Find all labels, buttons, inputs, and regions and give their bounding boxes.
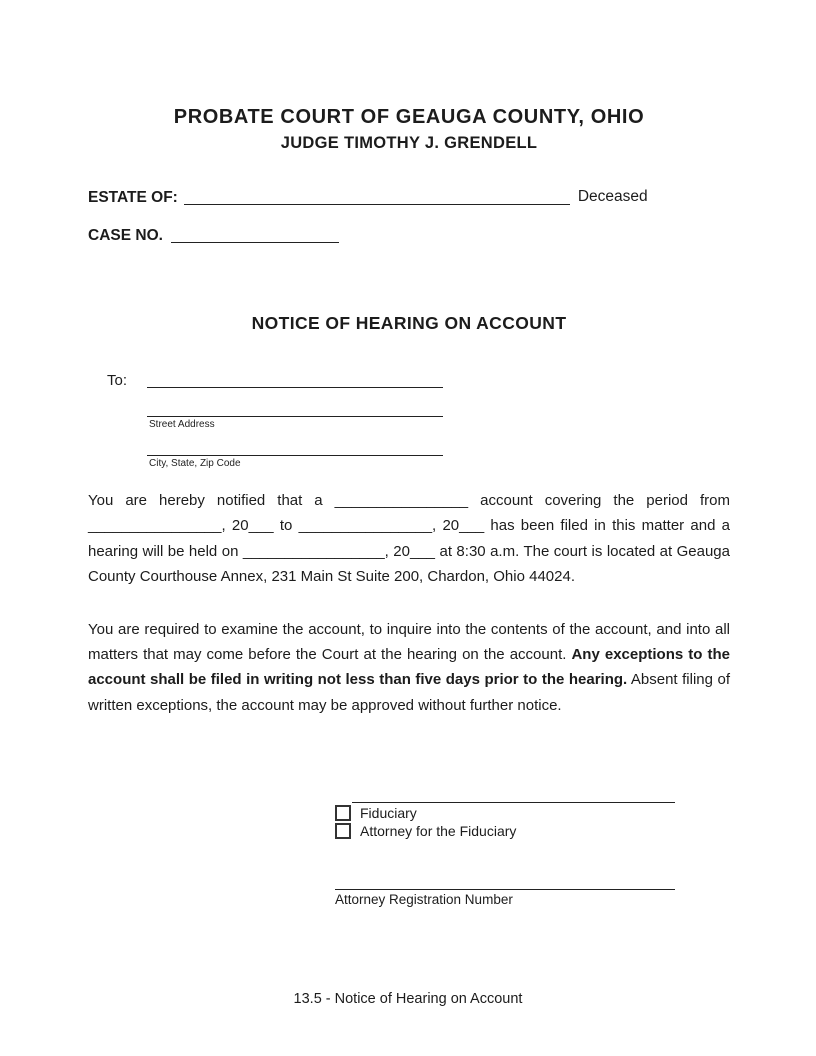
estate-of-row xyxy=(88,188,730,207)
attorney-registration-line[interactable] xyxy=(335,889,675,890)
signature-block xyxy=(335,802,675,907)
street-address-line[interactable] xyxy=(147,388,443,417)
exceptions-paragraph-start: You are required to examine the account, to inquire into the contents of the account, and into all matters that may come before the Court at the hearing on the account. xyxy=(88,620,730,664)
attorney-checkbox[interactable] xyxy=(335,823,351,839)
attorney-check-row xyxy=(335,823,675,839)
recipient-address-lines xyxy=(147,370,443,469)
estate-name-line[interactable] xyxy=(184,188,570,205)
case-no-row xyxy=(88,226,730,245)
attorney-label: Attorney for the Fiduciary xyxy=(360,823,517,840)
recipient-name-line[interactable] xyxy=(147,370,443,388)
judge-name: JUDGE TIMOTHY J. GRENDELL xyxy=(280,134,538,152)
deceased-label: Deceased xyxy=(577,188,648,205)
notice-paragraph: You are hereby notified that a ________________ account covering the period from ________________, 20___ to ________________, 20___ has been filed in this matter and a hearing will be held on _________________, 20___ at 8:30 a.m. The court is located at Geauga County Courthouse Annex, 231 Main St Suite 200, Chardon, Ohio 44024. xyxy=(88,492,730,586)
estate-of-label: ESTATE OF: xyxy=(88,189,178,206)
court-title: PROBATE COURT OF GEAUGA COUNTY, OHIO xyxy=(173,106,645,128)
fiduciary-check-row xyxy=(335,805,675,821)
form-title: NOTICE OF HEARING ON ACCOUNT xyxy=(251,313,567,333)
form-number-footer: 13.5 - Notice of Hearing on Account xyxy=(293,991,523,1007)
city-state-zip-line[interactable] xyxy=(147,430,443,456)
exceptions-paragraph xyxy=(88,617,730,719)
street-address-caption: Street Address xyxy=(149,419,215,430)
to-label: To: xyxy=(107,372,128,389)
city-state-zip-caption: City, State, Zip Code xyxy=(149,458,241,469)
exceptions-paragraph-bold: Any exceptions to the account shall be filed in writing not less than five days prior to the hearing. xyxy=(88,646,730,689)
fiduciary-checkbox[interactable] xyxy=(335,805,351,821)
exceptions-paragraph-end: Absent filing of written exceptions, the account may be approved without further notice. xyxy=(88,671,730,714)
case-no-line[interactable] xyxy=(171,226,339,243)
fiduciary-label: Fiduciary xyxy=(360,805,417,822)
signature-line[interactable] xyxy=(352,802,675,803)
attorney-registration-caption: Attorney Registration Number xyxy=(335,892,513,908)
case-no-label: CASE NO. xyxy=(88,227,163,244)
recipient-block xyxy=(88,370,730,469)
